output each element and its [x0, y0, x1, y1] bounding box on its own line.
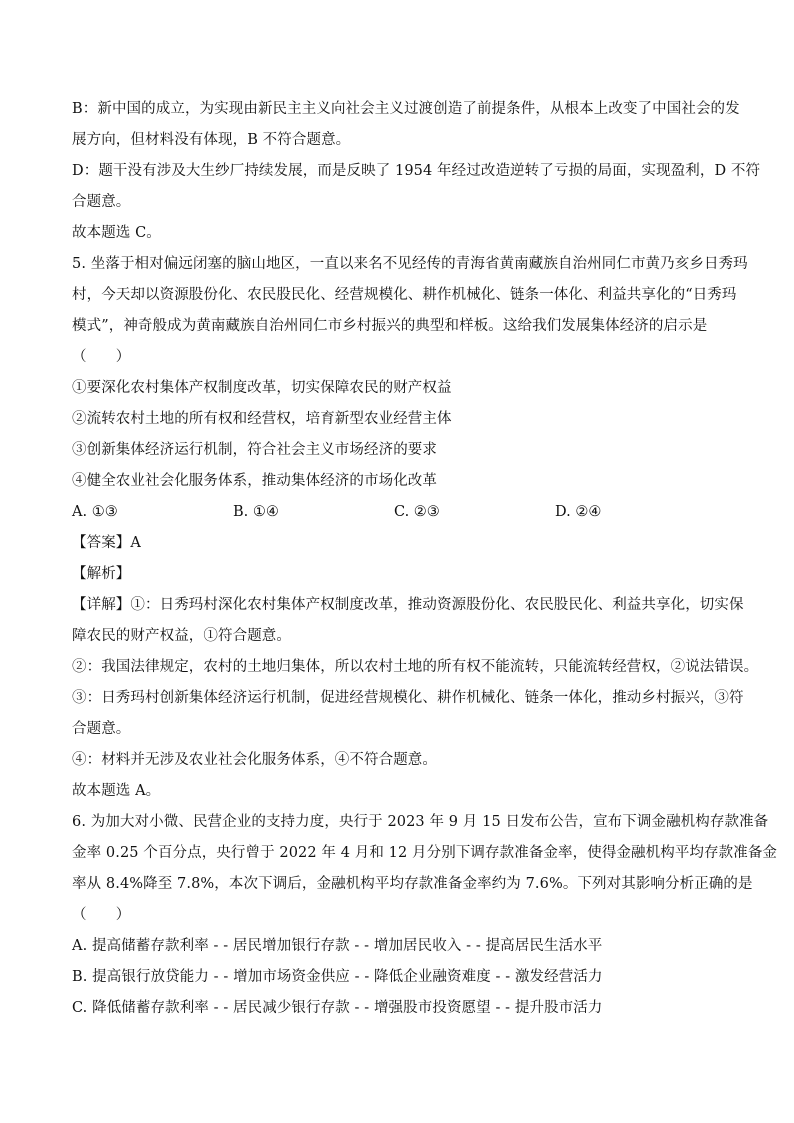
analysis-line: ②：我国法律规定，农村的土地归集体，所以农村土地的所有权不能流转，只能流转经营权，②说法错误。 — [72, 659, 759, 675]
answer-label: 【答案】 — [72, 535, 131, 551]
answer-value: A — [130, 535, 141, 551]
text-line: 合题意。 — [72, 194, 131, 210]
option-d: D. ②④ — [555, 504, 602, 520]
statement-item: ②流转农村土地的所有权和经营权，培育新型农业经营主体 — [72, 411, 452, 427]
question-5 — [72, 249, 759, 807]
question-stem-line: 模式”，神奇般成为黄南藏族自治州同仁市乡村振兴的典型和样板。这给我们发展集体经济的启示是 — [72, 318, 708, 334]
text-line: B：新中国的成立，为实现由新民主主义向社会主义过渡创造了前提条件，从根本上改变了中国社会的发 — [72, 101, 740, 117]
option-a: A. ①③ — [72, 504, 118, 520]
question-stem-line: 率从 8.4%降至 7.8%，本次下调后，金融机构平均存款准备金率约为 7.6%。下列对其影响分析正确的是 — [72, 876, 753, 892]
question-stem-line: 金率 0.25 个百分点，央行曾于 2022 年 4 月和 12 月分别下调存款准备金率，使得金融机构平均存款准备金 — [72, 845, 778, 861]
question-stem-line: （ ） — [72, 349, 131, 365]
option-c: C. ②③ — [394, 504, 440, 520]
question-stem-line: 村，今天却以资源股份化、农民股民化、经营规模化、耕作机械化、链条一体化、利益共享化的“日秀玛 — [72, 287, 737, 303]
option-b: B. ①④ — [233, 504, 279, 520]
choice-c: C. 降低储蓄存款利率 - - 居民减少银行存款 - - 增强股市投资愿望 - - 提升股市活力 — [72, 1000, 603, 1016]
text-line: 展方向，但材料没有体现，B 不符合题意。 — [72, 132, 351, 148]
analysis-line: 【详解】①：日秀玛村深化农村集体产权制度改革，推动资源股份化、农民股民化、利益共享化，切实保 — [72, 597, 744, 613]
question-6 — [72, 807, 778, 1024]
statement-item: ①要深化农村集体产权制度改革，切实保障农民的财产权益 — [72, 380, 452, 396]
answer-line — [72, 528, 727, 559]
choice-a: A. 提高储蓄存款利率 - - 居民增加银行存款 - - 增加居民收入 - - 提高居民生活水平 — [72, 938, 603, 954]
analysis-label: 【解析】 — [72, 566, 131, 582]
statement-item: ③创新集体经济运行机制，符合社会主义市场经济的要求 — [72, 442, 437, 458]
statement-item: ④健全农业社会化服务体系，推动集体经济的市场化改革 — [72, 473, 437, 489]
question-stem-line: （ ） — [72, 907, 131, 923]
answer-options — [72, 497, 727, 528]
page-content — [72, 94, 778, 1024]
question-stem-line: 5. 坐落于相对偏远闭塞的脑山地区，一直以来名不见经传的青海省黄南藏族自治州同仁市黄乃亥乡日秀玛 — [72, 256, 748, 272]
analysis-line: 合题意。 — [72, 721, 131, 737]
analysis-line: 故本题选 A。 — [72, 783, 161, 799]
analysis-line: ③：日秀玛村创新集体经济运行机制，促进经营规模化、耕作机械化、链条一体化，推动乡村振兴，③符 — [72, 690, 744, 706]
question-stem-line: 6. 为加大对小微、民营企业的支持力度，央行于 2023 年 9 月 15 日发布公告，宣布下调金融机构存款准备 — [72, 814, 769, 830]
text-line: 故本题选 C。 — [72, 225, 161, 241]
analysis-line: 障农民的财产权益，①符合题意。 — [72, 628, 291, 644]
choice-b: B. 提高银行放贷能力 - - 增加市场资金供应 - - 降低企业融资难度 - - 激发经营活力 — [72, 969, 603, 985]
analysis-line: ④：材料并无涉及农业社会化服务体系，④不符合题意。 — [72, 752, 437, 768]
text-line: D：题干没有涉及大生纱厂持续发展，而是反映了 1954 年经过改造逆转了亏损的局面，实现盈利，D 不符 — [72, 163, 761, 179]
